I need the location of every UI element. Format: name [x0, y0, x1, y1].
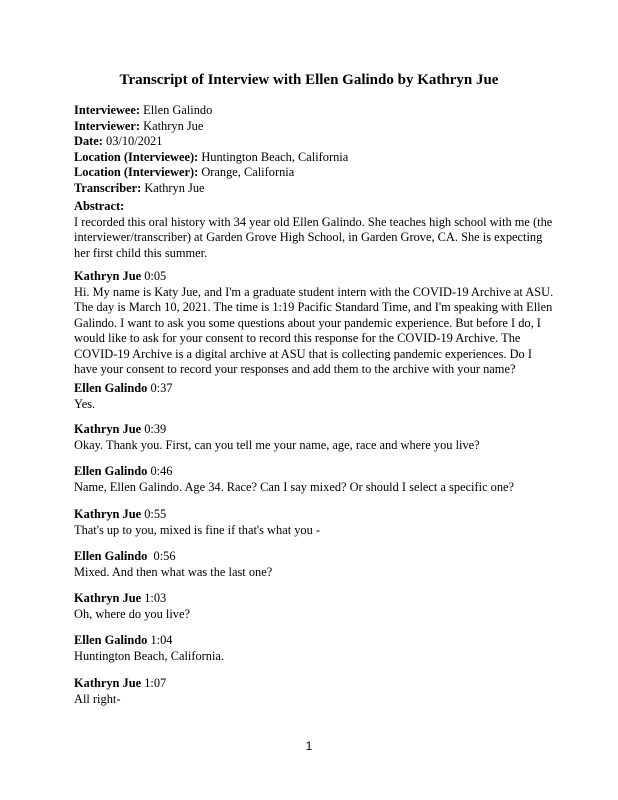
transcript-turn [74, 464, 554, 495]
turn-text: Okay. Thank you. First, can you tell me your name, age, race and where you live? [74, 437, 480, 452]
timestamp: 1:07 [141, 676, 167, 690]
turn-text: Hi. My name is Katy Jue, and I'm a graduate student intern with the COVID-19 Archive at ASU. The day is March 10, 2021. The time is 1:19 Pacific Standard Time, and I'm speaking with Ellen Galindo. I want to ask you some questions about your pandemic experience. But before I do, I would like to ask for your consent to record this response for the COVID-19 Archive. The COVID-19 Archive is a digital archive at ASU that is collecting pandemic experiences. Do I have your consent to record your responses and add them to the archive with your name? [74, 284, 554, 376]
meta-label: Location (Interviewer): [74, 165, 199, 179]
meta-value: Orange, California [198, 165, 295, 179]
meta-label: Date: [74, 134, 103, 148]
timestamp: 0:37 [147, 381, 173, 395]
transcript-turn [74, 507, 554, 538]
transcript-turn [74, 549, 554, 580]
meta-value: Kathryn Jue [140, 118, 204, 133]
turn-text: Yes. [74, 396, 96, 411]
speaker-name: Kathryn Jue [74, 676, 142, 690]
meta-value: 03/10/2021 [102, 134, 163, 148]
timestamp: 1:04 [147, 633, 173, 647]
transcript-turn [74, 381, 554, 412]
timestamp: 1:03 [141, 591, 167, 605]
transcript-turn [74, 422, 554, 453]
meta-value: Huntington Beach, California [198, 149, 349, 164]
abstract-section [74, 199, 554, 261]
speaker-name: Ellen Galindo [74, 549, 148, 563]
speaker-name: Kathryn Jue [74, 422, 142, 436]
meta-value: Ellen Galindo [140, 103, 213, 117]
meta-label: Location (Interviewee): [74, 149, 199, 164]
abstract-text: I recorded this oral history with 34 year old Ellen Galindo. She teaches high school with me (the interviewer/transcriber) at Garden Grove High School, in Garden Grove, CA. She is expecting her first child this summer. [74, 214, 553, 260]
turn-text: Mixed. And then what was the last one? [74, 564, 273, 579]
page-number: 1 [305, 739, 313, 753]
meta-location-interviewer [74, 165, 348, 181]
speaker-name: Kathryn Jue [74, 269, 142, 283]
speaker-name: Ellen Galindo [74, 381, 148, 395]
speaker-name: Ellen Galindo [74, 633, 148, 647]
speaker-name: Kathryn Jue [74, 591, 142, 605]
speaker-name: Kathryn Jue [74, 507, 142, 521]
timestamp: 0:55 [141, 507, 167, 521]
meta-location-interviewee [74, 150, 348, 166]
transcript-turn [74, 633, 554, 664]
meta-interviewer [74, 119, 348, 135]
turn-text: That's up to you, mixed is fine if that's what you - [74, 522, 321, 537]
meta-interviewee [74, 103, 348, 119]
timestamp: 0:56 [147, 549, 176, 563]
meta-value: Kathryn Jue [141, 180, 205, 195]
speaker-name: Ellen Galindo [74, 464, 148, 478]
meta-label: Interviewee: [74, 103, 141, 117]
transcript-turn [74, 591, 554, 622]
transcript-turn [74, 676, 554, 707]
transcript-turn [74, 269, 554, 378]
abstract-heading: Abstract: [74, 199, 125, 213]
turn-text: Huntington Beach, California. [74, 648, 225, 663]
document-title: Transcript of Interview with Ellen Galindo by Kathryn Jue [119, 72, 499, 88]
meta-label: Interviewer: [74, 118, 141, 133]
turn-text: All right- [74, 691, 121, 706]
turn-text: Name, Ellen Galindo. Age 34. Race? Can I say mixed? Or should I select a specific one? [74, 479, 515, 494]
timestamp: 0:39 [141, 422, 167, 436]
interview-metadata [74, 103, 348, 196]
timestamp: 0:46 [147, 464, 173, 478]
timestamp: 0:05 [141, 269, 167, 283]
meta-label: Transcriber: [74, 180, 142, 195]
turn-text: Oh, where do you live? [74, 606, 190, 621]
meta-date [74, 134, 348, 150]
meta-transcriber [74, 181, 348, 197]
